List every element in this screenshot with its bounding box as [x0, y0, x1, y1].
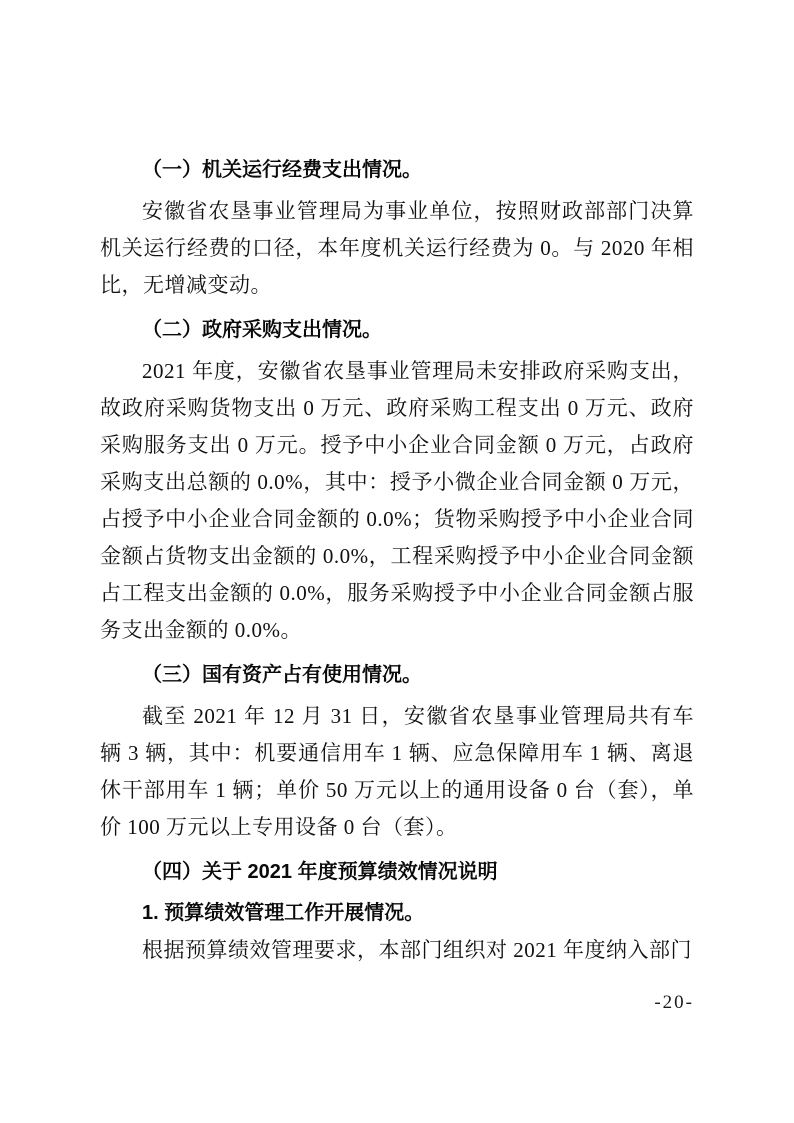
document-body: [100, 144, 694, 969]
section-heading-government-procurement: （二）政府采购支出情况。: [142, 319, 382, 341]
paragraph-performance-management-work: 根据预算绩效管理要求，本部门组织对 2021 年度纳入部门: [142, 938, 692, 962]
section-heading-budget-performance: （四）关于 2021 年度预算绩效情况说明: [142, 861, 498, 883]
paragraph-state-owned-assets: 截至 2021 年 12 月 31 日，安徽省农垦事业管理局共有车辆 3 辆，其中：机要通信用车 1 辆、应急保障用车 1 辆、离退休干部用车 1 辆；单价 50 万元以上的通用设备 0 台（套），单价 100 万元以上专用设备 0 台（套）。: [100, 704, 694, 839]
paragraph-government-procurement: 2021 年度，安徽省农垦事业管理局未安排政府采购支出，故政府采购货物支出 0 万元、政府采购工程支出 0 万元、政府采购服务支出 0 万元。授予中小企业合同金额 0 万元，占政府采购支出总额的 0.0%，其中：授予小微企业合同金额 0 万元，占授予中小企业合同金额的 0.0%；货物采购授予中小企业合同金额占货物支出金额的 0.0%，工程采购授予中小企业合同金额占工程支出金额的 0.0%，服务采购授予中小企业合同金额占服务支出金额的 0.0%。: [100, 359, 694, 642]
section-heading-state-owned-assets: （三）国有资产占有使用情况。: [142, 664, 422, 686]
paragraph-agency-operating-expenses: 安徽省农垦事业管理局为事业单位，按照财政部部门决算机关运行经费的口径，本年度机关运行经费为 0。与 2020 年相比，无增减变动。: [100, 199, 694, 297]
subheading-performance-management-work: 1. 预算绩效管理工作开展情况。: [142, 902, 425, 924]
page-number: -20-: [654, 992, 694, 1013]
section-heading-agency-operating-expenses: （一）机关运行经费支出情况。: [142, 159, 422, 181]
